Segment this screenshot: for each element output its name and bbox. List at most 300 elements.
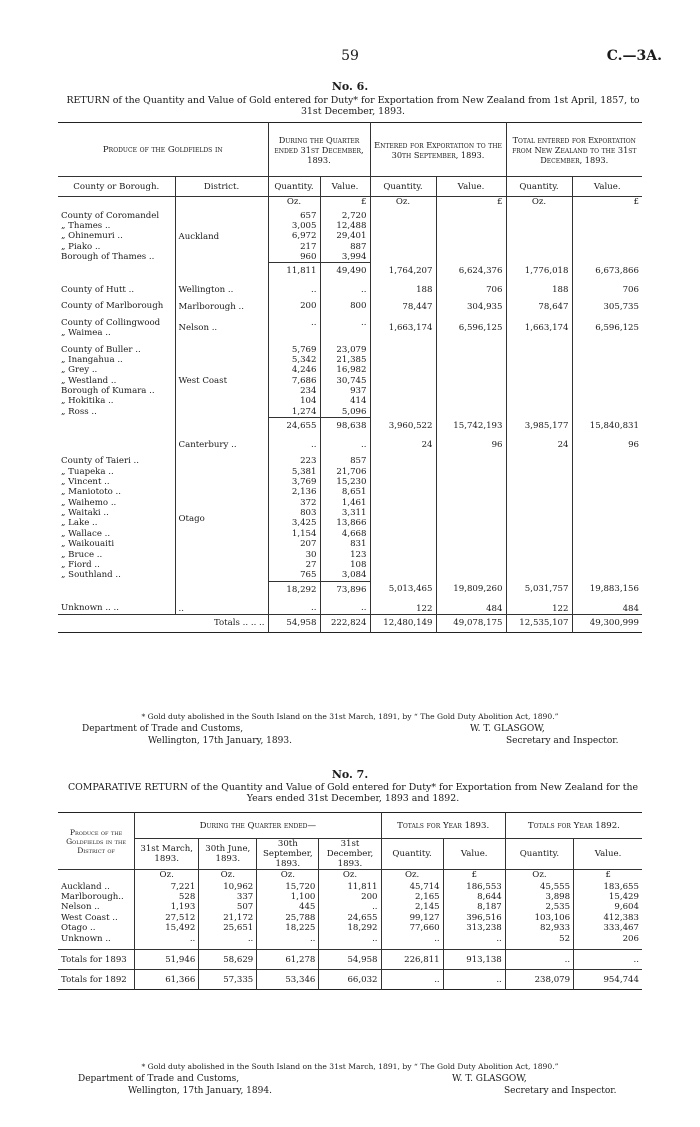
table7-number: No. 7. [331, 768, 369, 781]
totals-label: Totals for 1892 [61, 974, 127, 985]
county-name: „ Ohinemuri .. [61, 231, 123, 242]
table-row [58, 892, 642, 902]
value-cell [320, 209, 370, 263]
tot-val-cell [572, 209, 642, 263]
quantity-value: 765 [300, 570, 317, 581]
county-name: „ Waitaki .. [61, 508, 109, 519]
unit-label: Oz. [381, 870, 443, 882]
table7-group-header: Totals for Year 1893. [381, 813, 505, 839]
totals-prev-val: 49,078,175 [436, 614, 506, 632]
cell-value: .. [135, 934, 199, 944]
page-number: 59 [341, 48, 359, 64]
cell-value: 313,238 [443, 923, 505, 933]
value-cell [320, 450, 370, 581]
value-value: 13,866 [336, 518, 367, 529]
tot-qty-cell: 122 [506, 597, 572, 614]
value-value: 4,668 [341, 528, 367, 539]
cell-value: 82,933 [505, 923, 573, 933]
quantity-value: 3,005 [291, 220, 317, 231]
table6-sig-date: Wellington, 17th January, 1893. [148, 736, 292, 746]
subtotal-row [58, 418, 642, 434]
quantity-value: 5,381 [291, 466, 317, 477]
county-name: „ Southland .. [61, 570, 121, 581]
prev-qty-cell [370, 339, 436, 418]
cell-value: 15,492 [135, 923, 199, 933]
prev-val-cell: 6,596,125 [436, 312, 506, 339]
unit-label: Oz. [370, 197, 436, 209]
district-cell [175, 434, 268, 450]
county-name: „ Waikouaiti [61, 539, 115, 550]
prev-qty-cell: 1,663,174 [370, 312, 436, 339]
district-name: Otago [178, 513, 205, 524]
prev-qty-cell: 5,013,465 [370, 581, 436, 597]
table6-subtitle: RETURN of the Quantity and Value of Gold entered for Duty* for Exportation from New Zealand from 1st April, 1857, to 31st December, 1893. [66, 95, 640, 117]
cell-value: 7,221 [135, 882, 199, 892]
county-name: „ Vincent .. [61, 476, 110, 487]
unit-label: Oz. [506, 197, 572, 209]
blank-cell [58, 263, 175, 279]
cell-value: 183,655 [574, 882, 642, 892]
tot-val-cell: 305,735 [572, 295, 642, 311]
quantity-cell [268, 295, 320, 311]
prev-qty-cell: 78,447 [370, 295, 436, 311]
tot-val-cell: 19,883,156 [572, 581, 642, 597]
county-name: „ Grey .. [61, 365, 98, 376]
totals-1892-row [58, 970, 642, 990]
blank-cell [58, 197, 175, 209]
table7-group-header: Totals for Year 1892. [505, 813, 642, 839]
unit-label: Oz. [268, 197, 320, 209]
unit-label: £ [572, 197, 642, 209]
county-name: „ Bruce .. [61, 549, 103, 560]
value-value: .. [361, 317, 367, 328]
tot-qty-cell: 1,776,018 [506, 263, 572, 279]
district-name: Otago .. [61, 923, 96, 934]
totals-qty: 54,958 [268, 614, 320, 632]
column-header: Quantity. [268, 177, 320, 197]
cell-value: 333,467 [574, 923, 642, 933]
cell-value: 186,553 [443, 882, 505, 892]
blank-cell [175, 263, 268, 279]
prev-qty-cell: 122 [370, 597, 436, 614]
value-cell [320, 279, 370, 295]
table-row [58, 312, 642, 339]
cell-value: 954,744 [574, 970, 642, 990]
quantity-value: 960 [300, 252, 317, 263]
table-row [58, 279, 642, 295]
value-value: 23,079 [336, 344, 367, 355]
table-row [58, 913, 642, 923]
tot-val-cell: 706 [572, 279, 642, 295]
tot-qty-cell [506, 209, 572, 263]
cell-value: 61,278 [257, 950, 319, 970]
column-header: Value. [443, 839, 505, 870]
quantity-value: 217 [300, 241, 317, 252]
column-header: Quantity. [505, 839, 573, 870]
table6-group-header: During the Quarter ended 31st December, 1893. [268, 123, 370, 177]
county-name: „ Maniototo .. [61, 487, 122, 498]
table6 [58, 122, 642, 633]
value-value: 21,385 [336, 354, 367, 365]
quantity-value: 657 [300, 210, 317, 221]
value-value: 8,651 [341, 487, 367, 498]
quantity-cell [268, 597, 320, 614]
cell-value: 18,225 [257, 923, 319, 933]
county-name: County of Taieri .. [61, 456, 140, 467]
value-value: 21,706 [336, 466, 367, 477]
quantity-cell [268, 279, 320, 295]
quantity-cell [268, 339, 320, 418]
tot-val-cell: 484 [572, 597, 642, 614]
cell-value: 58,629 [199, 950, 257, 970]
blank-cell [58, 870, 135, 882]
subtotal-quantity: 18,292 [268, 581, 320, 597]
quantity-value: 1,274 [291, 406, 317, 417]
table6-sig-department: Department of Trade and Customs, [82, 724, 244, 734]
cell-value: .. [574, 950, 642, 970]
cell-value: 25,651 [199, 923, 257, 933]
district-name: Nelson .. [61, 902, 100, 913]
cell-value: 18,292 [319, 923, 381, 933]
county-name: County of Coromandel [61, 210, 160, 221]
county-name: Unknown .. .. [61, 603, 119, 614]
document-code: C.—3A. [606, 48, 662, 64]
tot-val-cell [572, 450, 642, 581]
value-cell [320, 339, 370, 418]
column-header: 31st December, 1893. [319, 839, 381, 870]
county-name: „ Waihemo .. [61, 497, 117, 508]
quantity-value: 5,342 [291, 354, 317, 365]
cell-value: 1,193 [135, 902, 199, 912]
cell-value: 200 [319, 892, 381, 902]
cell-value: .. [381, 934, 443, 944]
district-name: Unknown .. [61, 933, 111, 944]
cell-value: 226,811 [381, 950, 443, 970]
county-name: Borough of Thames .. [61, 252, 155, 263]
cell-value: 445 [257, 902, 319, 912]
prev-val-cell [436, 339, 506, 418]
cell-value: .. [257, 934, 319, 944]
district-name: Auckland .. [61, 881, 110, 892]
blank-cell [58, 581, 175, 597]
district-cell [175, 312, 268, 339]
totals-label: Totals for 1893 [61, 954, 127, 965]
table-row [58, 902, 642, 912]
table7 [58, 812, 642, 990]
county-name: County of Buller .. [61, 344, 141, 355]
prev-qty-cell [370, 209, 436, 263]
column-header: 30th June, 1893. [199, 839, 257, 870]
prev-val-cell: 706 [436, 279, 506, 295]
unit-label: Oz. [135, 870, 199, 882]
quantity-cell [268, 209, 320, 263]
district-name: Nelson .. [178, 323, 218, 334]
column-header: Value. [436, 177, 506, 197]
prev-val-cell: 6,624,376 [436, 263, 506, 279]
quantity-cell [268, 434, 320, 450]
subtotal-value: 73,896 [320, 581, 370, 597]
district-cell [175, 279, 268, 295]
cell-value: 25,788 [257, 913, 319, 923]
prev-qty-cell: 3,960,522 [370, 418, 436, 434]
cell-value: 15,720 [257, 882, 319, 892]
tot-qty-cell: 24 [506, 434, 572, 450]
cell-value: 10,962 [199, 882, 257, 892]
table6-sig-title: Secretary and Inspector. [506, 736, 619, 746]
county-name: „ Piako .. [61, 241, 101, 252]
tot-val-cell: 96 [572, 434, 642, 450]
cell-value: 2,145 [381, 902, 443, 912]
unit-label: Oz. [257, 870, 319, 882]
totals-label: Totals .. .. .. [213, 618, 265, 629]
district-cell [175, 295, 268, 311]
cell-value: 27,512 [135, 913, 199, 923]
county-name: „ Tuapeka .. [61, 466, 114, 477]
county-cell [58, 339, 175, 418]
column-header: Value. [574, 839, 642, 870]
column-header: Quantity. [370, 177, 436, 197]
subtotal-value: 98,638 [320, 418, 370, 434]
cell-value: 238,079 [505, 970, 573, 990]
district-name: Auckland [178, 231, 220, 242]
cell-value: 103,106 [505, 913, 573, 923]
table7-subtitle: COMPARATIVE RETURN of the Quantity and Value of Gold entered for Duty* for Exportation from New Zealand for the Years ended 31st December, 1893 and 1892. [67, 782, 639, 804]
totals-row [58, 614, 642, 632]
cell-value: 206 [574, 934, 642, 944]
table-row [58, 882, 642, 892]
county-name: „ Lake .. [61, 518, 98, 529]
cell-value: 337 [199, 892, 257, 902]
column-header: Value. [572, 177, 642, 197]
county-name: „ Wallace .. [61, 528, 111, 539]
district-cell [175, 209, 268, 263]
value-value: 414 [350, 396, 367, 407]
county-name: „ Waimea .. [61, 328, 111, 339]
quantity-value: 223 [300, 456, 317, 467]
quantity-value: .. [311, 317, 317, 328]
county-name: Borough of Kumara .. [61, 386, 155, 397]
unit-label: Oz. [199, 870, 257, 882]
prev-val-cell: 304,935 [436, 295, 506, 311]
quantity-value: 207 [300, 539, 317, 550]
tot-qty-cell [506, 339, 572, 418]
prev-val-cell: 484 [436, 597, 506, 614]
cell-value: 54,958 [319, 950, 381, 970]
prev-val-cell [436, 450, 506, 581]
value-value: .. [361, 284, 367, 295]
prev-val-cell: 19,809,260 [436, 581, 506, 597]
column-header: 31st March, 1893. [135, 839, 199, 870]
column-header: Value. [320, 177, 370, 197]
county-cell [58, 597, 175, 614]
quantity-value: 3,425 [291, 518, 317, 529]
district-cell [175, 597, 268, 614]
cell-value: 8,644 [443, 892, 505, 902]
cell-value: .. [381, 970, 443, 990]
unit-label: £ [443, 870, 505, 882]
table7-group-header: Produce of the Goldfields in the District of [66, 827, 126, 855]
quantity-value: 6,972 [291, 231, 317, 242]
quantity-value: 2,136 [291, 487, 317, 498]
district-name: Canterbury .. [178, 439, 237, 450]
column-header: Quantity. [381, 839, 443, 870]
cell-value: 57,335 [199, 970, 257, 990]
cell-value: 24,655 [319, 913, 381, 923]
cell-value: .. [505, 950, 573, 970]
column-header: Quantity. [506, 177, 572, 197]
value-value: 3,084 [341, 570, 367, 581]
district-name: .. [178, 603, 184, 614]
table6-group-header: Total entered for Exportation from New Zealand to the 31st December, 1893. [506, 123, 642, 177]
blank-cell [175, 418, 268, 434]
value-cell [320, 312, 370, 339]
value-value: 2,720 [341, 210, 367, 221]
quantity-value: .. [311, 439, 317, 450]
prev-val-cell: 96 [436, 434, 506, 450]
cell-value: 15,429 [574, 892, 642, 902]
district-name: West Coast .. [61, 912, 118, 923]
value-value: 12,488 [336, 220, 367, 231]
value-value: 16,982 [336, 365, 367, 376]
tot-val-cell: 15,840,831 [572, 418, 642, 434]
quantity-value: 5,769 [291, 344, 317, 355]
prev-qty-cell: 188 [370, 279, 436, 295]
subtotal-quantity: 24,655 [268, 418, 320, 434]
quantity-value: 234 [300, 386, 317, 397]
county-name: „ Westland .. [61, 375, 117, 386]
county-name: „ Hokitika .. [61, 396, 114, 407]
cell-value: .. [199, 934, 257, 944]
table7-sig-date: Wellington, 17th January, 1894. [128, 1086, 272, 1096]
quantity-cell [268, 312, 320, 339]
cell-value: 9,604 [574, 902, 642, 912]
quantity-value: .. [311, 284, 317, 295]
cell-value: 2,535 [505, 902, 573, 912]
table6-group-header: Produce of the Goldfields in [102, 144, 223, 155]
value-value: 937 [350, 386, 367, 397]
cell-value: 913,138 [443, 950, 505, 970]
value-value: 108 [350, 560, 367, 571]
prev-qty-cell: 1,764,207 [370, 263, 436, 279]
county-cell [58, 312, 175, 339]
table-row [58, 209, 642, 263]
value-value: 3,311 [341, 508, 367, 519]
district-name: Marlborough .. [178, 301, 245, 312]
value-cell [320, 434, 370, 450]
table-row [58, 450, 642, 581]
county-cell [58, 295, 175, 311]
county-cell [58, 279, 175, 295]
county-name: „ Inangahua .. [61, 354, 123, 365]
table7-group-header: During the Quarter ended— [135, 813, 381, 839]
totals-prev-qty: 12,480,149 [370, 614, 436, 632]
quantity-value: 803 [300, 508, 317, 519]
cell-value: 2,165 [381, 892, 443, 902]
subtotal-row [58, 581, 642, 597]
prev-qty-cell [370, 450, 436, 581]
totals-val: 222,824 [320, 614, 370, 632]
unit-label: Oz. [319, 870, 381, 882]
county-name [61, 440, 172, 450]
blank-cell [175, 581, 268, 597]
value-value: 857 [350, 456, 367, 467]
value-value: 800 [350, 301, 367, 312]
quantity-value: 3,769 [291, 476, 317, 487]
value-value: 831 [350, 539, 367, 550]
quantity-value: 104 [300, 396, 317, 407]
cell-value: 45,714 [381, 882, 443, 892]
quantity-cell [268, 450, 320, 581]
table-row [58, 339, 642, 418]
county-cell [58, 209, 175, 263]
totals-tot-val: 49,300,999 [572, 614, 642, 632]
cell-value: .. [319, 902, 381, 912]
tot-qty-cell: 1,663,174 [506, 312, 572, 339]
tot-qty-cell: 78,647 [506, 295, 572, 311]
blank-cell [175, 197, 268, 209]
value-value: 15,230 [336, 476, 367, 487]
district-name: West Coast [178, 376, 228, 387]
value-value: 887 [350, 241, 367, 252]
value-cell [320, 597, 370, 614]
cell-value: 412,383 [574, 913, 642, 923]
quantity-value: .. [311, 603, 317, 614]
tot-qty-cell: 188 [506, 279, 572, 295]
tot-qty-cell: 5,031,757 [506, 581, 572, 597]
table-row [58, 434, 642, 450]
totals-1893-row [58, 950, 642, 970]
value-value: 30,745 [336, 375, 367, 386]
cell-value: .. [319, 934, 381, 944]
cell-value: 8,187 [443, 902, 505, 912]
cell-value: 51,946 [135, 950, 199, 970]
county-name: County of Hutt .. [61, 284, 135, 295]
quantity-value: 4,246 [291, 365, 317, 376]
tot-val-cell [572, 339, 642, 418]
prev-val-cell [436, 209, 506, 263]
value-value: .. [361, 439, 367, 450]
column-header: County or Borough. [73, 181, 160, 192]
county-cell [58, 434, 175, 450]
prev-val-cell: 15,742,193 [436, 418, 506, 434]
cell-value: 3,898 [505, 892, 573, 902]
county-name: County of Collingwood [61, 317, 161, 328]
quantity-value: 7,686 [291, 375, 317, 386]
quantity-value: 1,154 [291, 528, 317, 539]
cell-value: 61,366 [135, 970, 199, 990]
subtotal-row [58, 263, 642, 279]
cell-value: 52 [505, 934, 573, 944]
unit-label: £ [320, 197, 370, 209]
totals-tot-qty: 12,535,107 [506, 614, 572, 632]
column-header: District. [175, 177, 268, 197]
column-header: 30th September, 1893. [257, 839, 319, 870]
cell-value: 507 [199, 902, 257, 912]
unit-label: £ [574, 870, 642, 882]
table6-footnote: * Gold duty abolished in the South Island on the 31st March, 1891, by “ The Gold Duty Abolition Act, 1890.” [141, 712, 559, 721]
cell-value: 99,127 [381, 913, 443, 923]
subtotal-quantity: 11,811 [268, 263, 320, 279]
county-cell [58, 450, 175, 581]
cell-value: 396,516 [443, 913, 505, 923]
quantity-value: 30 [305, 549, 317, 560]
table6-number: No. 6. [331, 80, 369, 93]
table7-sig-department: Department of Trade and Customs, [78, 1074, 240, 1084]
value-value: .. [361, 603, 367, 614]
cell-value: 77,660 [381, 923, 443, 933]
cell-value: .. [443, 934, 505, 944]
unit-label: £ [436, 197, 506, 209]
